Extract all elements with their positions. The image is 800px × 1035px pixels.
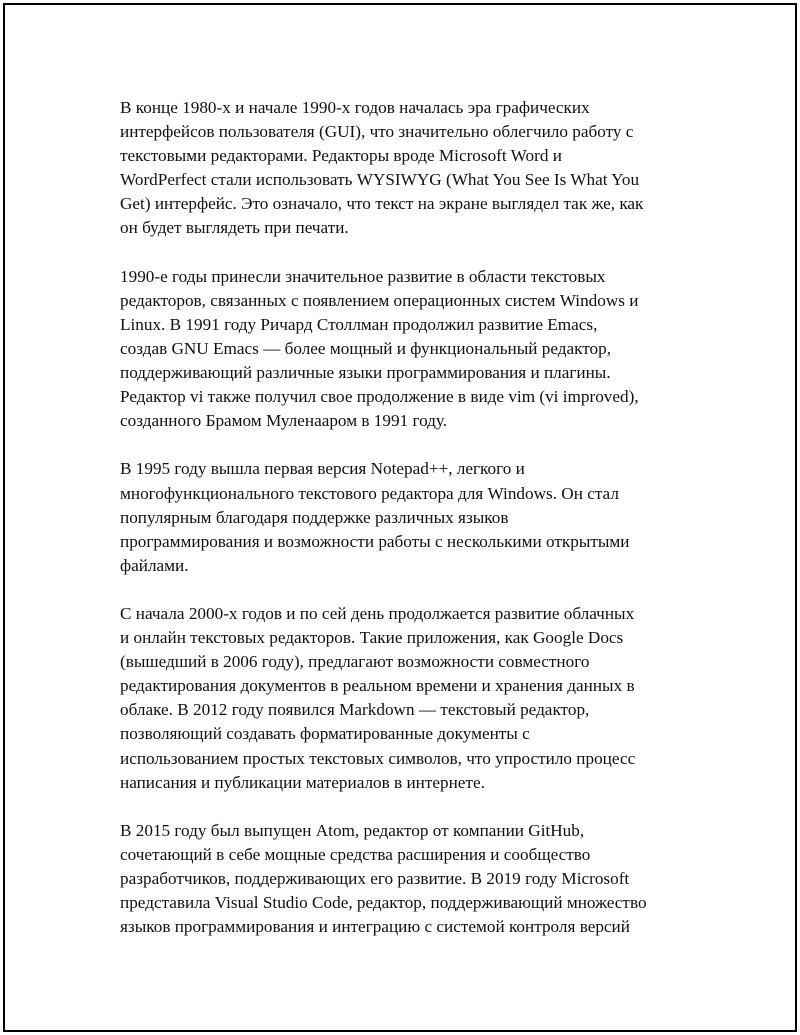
text-line: многофункционального текстового редактора для Windows. Он стал <box>120 483 619 503</box>
text-line: Редактор vi также получил свое продолжение в виде vim (vi improved), <box>120 387 639 407</box>
text-line: Get) интерфейс. Это означало, что текст на экране выглядел так же, как <box>120 194 644 214</box>
paragraph <box>120 602 690 795</box>
text-line: облаке. В 2012 году появился Markdown — текстовый редактор, <box>120 700 590 720</box>
text-line: позволяющий создавать форматированные документы с <box>120 724 530 744</box>
text-line: поддерживающий различные языки программирования и плагины. <box>120 363 611 383</box>
text-line: разработчиков, поддерживающих его развитие. В 2019 году Microsoft <box>120 869 630 888</box>
document-page <box>3 3 797 1032</box>
text-line: популярным благодаря поддержке различных языков <box>120 507 509 527</box>
text-line: сочетающий в себе мощные средства расширения и сообщество <box>120 844 591 864</box>
text-line: (вышедший в 2006 году), предлагают возможности совместного <box>120 652 590 672</box>
text-line: и онлайн текстовых редакторов. Такие приложения, как Google Docs <box>120 628 624 648</box>
text-line: файлами. <box>120 555 189 575</box>
text-line: редакторов, связанных с появлением операционных систем Windows и <box>120 290 639 310</box>
text-line: редактирования документов в реальном времени и хранения данных в <box>120 676 635 696</box>
text-line: написания и публикации материалов в интернете. <box>120 772 485 792</box>
text-line: он будет выглядеть при печати. <box>120 218 349 238</box>
text-line: созданного Брамом Муленааром в 1991 году. <box>120 411 448 431</box>
paragraph <box>120 457 690 577</box>
text-line: текстовыми редакторами. Редакторы вроде Microsoft Word и <box>120 146 562 166</box>
text-line: языков программирования и интеграцию с системой контроля версий <box>120 917 630 937</box>
text-line: 1990-е годы принесли значительное развитие в области текстовых <box>120 266 606 286</box>
paragraph <box>120 265 690 434</box>
paragraph <box>120 96 690 241</box>
text-line: программирования и возможности работы с несколькими открытыми <box>120 531 630 551</box>
text-line: представила Visual Studio Code, редактор, поддерживающий множество <box>120 893 647 913</box>
text-line: создав GNU Emacs — более мощный и функциональный редактор, <box>120 338 612 358</box>
paragraph <box>120 819 690 939</box>
document-body <box>120 96 690 963</box>
text-line: В 1995 году вышла первая версия Notepad++, легкого и <box>120 459 525 479</box>
text-line: использованием простых текстовых символов, что упростило процесс <box>120 748 636 768</box>
text-line: WordPerfect стали использовать WYSIWYG (What You See Is What You <box>120 170 640 190</box>
text-line: интерфейсов пользователя (GUI), что значительно облегчило работу с <box>120 122 634 142</box>
text-line: С начала 2000-х годов и по сей день продолжается развитие облачных <box>120 603 635 623</box>
text-line: В 2015 году был выпущен Atom, редактор от компании GitHub, <box>120 820 585 840</box>
text-line: В конце 1980-х и начале 1990-х годов началась эра графических <box>120 98 590 117</box>
text-line: Linux. В 1991 году Ричард Столлман продолжил развитие Emacs, <box>120 314 598 334</box>
